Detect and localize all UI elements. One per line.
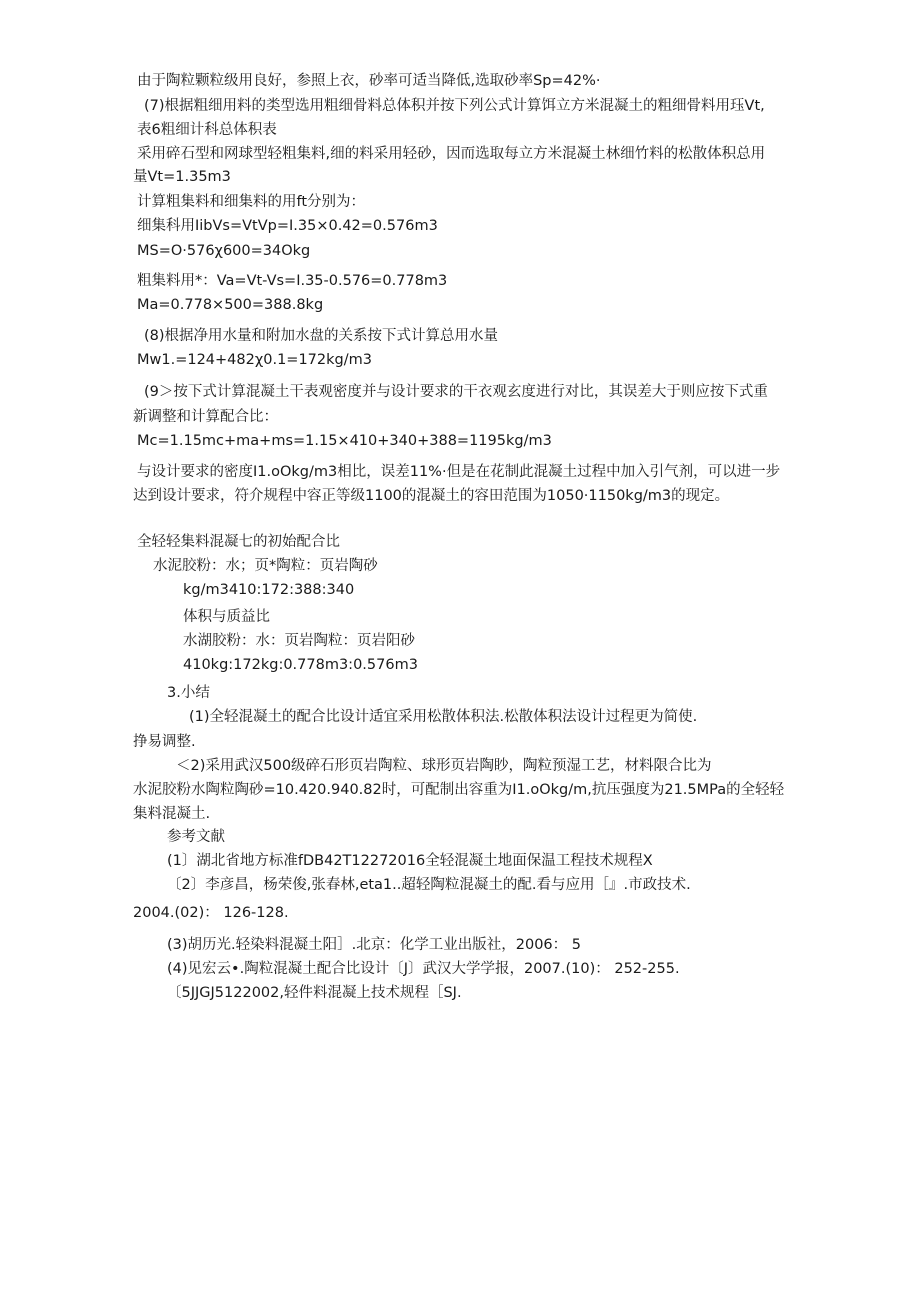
text-line: (9＞按下式计算混凝土干表观密度并与设计要求的干衣观玄度进行对比，其误差大于则应按下式重	[144, 384, 768, 400]
text-line: (1)全轻混凝土的配合比设计适宜采用松散体积法.松散体积法设计过程更为简使.	[189, 709, 698, 725]
text-line: MS=O·576χ600=34Okg	[137, 243, 311, 259]
text-line: 水泥胶粉：水；页*陶粒：页岩陶砂	[153, 558, 378, 574]
section-heading: 全轻轻集料混凝七的初始配合比	[137, 534, 340, 550]
text-line: kg∕m3410:172:388:340	[183, 582, 355, 598]
references-heading: 参考文献	[167, 829, 225, 845]
reference-item: (1〕湖北省地方标准fDB42T12272016全轻混凝土地面保温工程技术规程X	[167, 853, 653, 869]
text-line: 由于陶粒颗粒级用良好，参照上衣，砂率可适当降低,选取砂率Sp=42%·	[137, 73, 601, 89]
text-line: (8)根据净用水量和附加水盘的关系按下式计算总用水量	[144, 328, 499, 344]
text-line: 新调整和计算配合比：	[133, 409, 278, 425]
reference-item: 〔2〕李彦昌，杨荣俊,张春林,eta1..超轻陶粒混凝土的配.看与应用［』.市政技术.	[167, 877, 691, 893]
text-line: 采用碎石型和网球型轻粗集料,细的料采用轻砂，因而选取每立方米混凝土林细竹料的松散体积总用	[137, 146, 766, 162]
text-line: 410kg:172kg:0.778m3:0.576m3	[183, 657, 418, 673]
text-line: Mc=1.15mc+ma+ms=1.15×410+340+388=1195kg∕m3	[137, 433, 552, 449]
reference-item: 〔5JJGJ5122002,轻件料混凝上技术规程［SJ.	[167, 985, 462, 1001]
text-line: 水湖胶粉：水：页岩陶粒：页岩阳砂	[183, 633, 415, 649]
text-line: 表6粗细计科总体积表	[137, 122, 277, 138]
text-line: Ma=0.778×500=388.8kg	[137, 297, 324, 313]
text-line: 细集科用IibVs=VtVp=I.35×0.42=0.576m3	[137, 218, 438, 234]
text-line: 挣易调整.	[133, 734, 196, 750]
text-line: (7)根据粗细用料的类型选用粗细骨料总体积并按下列公式计算饵立方米混凝土的粗细骨料用珏Vt,	[144, 98, 765, 114]
reference-item: 2004.(02)： 126-128.	[133, 905, 289, 921]
section-heading: 3.小结	[167, 685, 210, 701]
text-line: 达到设计要求，符介规程中容正等级1100的混凝土的容田范围为1050·1150kg∕m3的现定。	[133, 488, 730, 504]
text-line: 与设计要求的密度I1.oOkg/m3相比，误差11%·但是在花制此混凝土过程中加入引气剂，可以进一步	[137, 464, 781, 480]
text-line: 计算粗集料和细集料的用ft分别为：	[137, 194, 366, 210]
text-line: 集料混凝土.	[133, 806, 211, 822]
text-line: ＜2)采用武汉500级碎石形页岩陶粒、球形页岩陶眇，陶粒预湿工艺，材料限合比为	[176, 758, 712, 774]
text-line: 体积与质益比	[183, 609, 270, 625]
text-line: 量Vt=1.35m3	[133, 169, 231, 185]
reference-item: (3)胡历光.轻染料混凝土阳］.北京：化学工业出版社，2006： 5	[167, 937, 581, 953]
text-line: 水泥胶粉水陶粒陶砂=10.420.940.82时，可配制出容重为I1.oOkg/m,抗压强度为21.5MPa的全轻轻	[133, 782, 785, 798]
reference-item: (4)见宏云•.陶粒混凝土配合比设计〔J〕武汉大学学报，2007.(10)： 252-255.	[167, 961, 680, 977]
text-line: 粗集料用*：Va=Vt-Vs=I.35-0.576=0.778m3	[137, 273, 448, 289]
text-line: Mw1.=124+482χ0.1=172kg∕m3	[137, 352, 372, 368]
